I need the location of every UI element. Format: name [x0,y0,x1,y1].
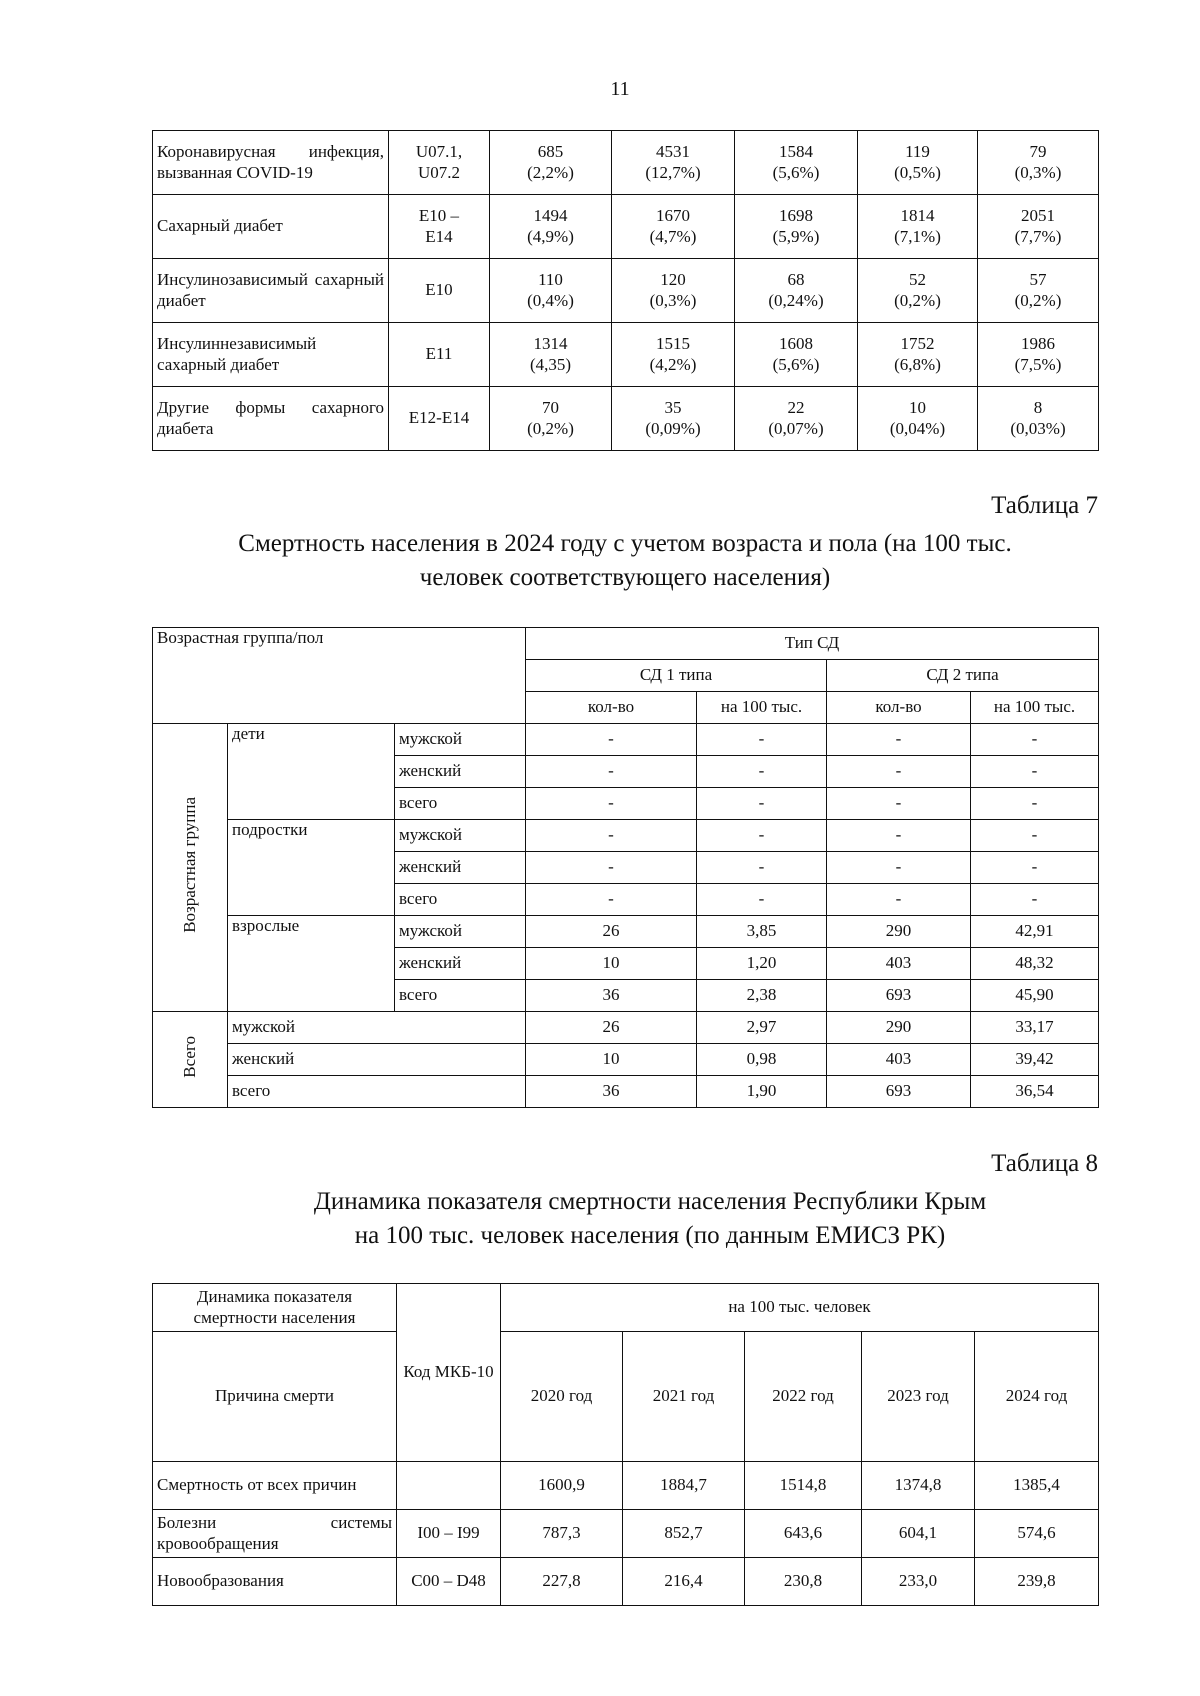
table-6-continuation [152,130,1099,451]
icd-code: C00 – D48 [397,1558,501,1606]
count-percent-cell [490,131,612,195]
table-7-label: Таблица 7 [991,492,1098,519]
value-cell: 0,98 [697,1044,827,1076]
table-row [153,131,1099,195]
cell-line: E11 [425,344,453,364]
cell-line: 1494 [533,206,568,226]
age-group-name: взрослые [228,916,395,1012]
cell-line: 8 [1033,398,1043,418]
value-cell: - [697,756,827,788]
cause-name: Болезни системы кровообращения [153,1510,397,1558]
cell-line: 2051 [1021,206,1055,226]
year-header: 2020 год [501,1332,623,1462]
value-cell: 403 [827,948,971,980]
cell-line: (0,24%) [768,290,824,310]
sd1-rate-header: на 100 тыс. [697,692,827,724]
value-cell: 216,4 [623,1558,745,1606]
value-cell: 2,38 [697,980,827,1012]
count-percent-cell [978,195,1099,259]
cell-line: (4,7%) [649,226,697,246]
value-cell: 39,42 [971,1044,1099,1076]
value-cell: - [827,852,971,884]
cause-name: Инсулинозависимый сахарный диабет [153,259,389,323]
value-cell: 45,90 [971,980,1099,1012]
count-percent-cell [490,195,612,259]
icd-code [397,1462,501,1510]
value-cell: - [827,724,971,756]
sex-label: всего [395,980,526,1012]
age-group-name: дети [228,724,395,820]
cell-line: (0,04%) [889,418,946,438]
count-percent-cell [978,387,1099,451]
per-100k-header: на 100 тыс. человек [501,1284,1099,1332]
value-cell: 1600,9 [501,1462,623,1510]
count-percent-cell [978,131,1099,195]
count-percent-cell [858,195,978,259]
sex-label: мужской [228,1012,526,1044]
cell-line: 4531 [656,142,690,162]
count-percent-cell [978,259,1099,323]
cell-line: (7,7%) [1014,226,1062,246]
sex-label: мужской [395,916,526,948]
year-header: 2022 год [745,1332,862,1462]
value-cell: 1514,8 [745,1462,862,1510]
table-row [153,916,1099,948]
cell-line: (0,09%) [645,418,701,438]
value-cell: 227,8 [501,1558,623,1606]
cell-line: (0,5%) [894,162,941,182]
table-row [153,259,1099,323]
sex-label: женский [395,948,526,980]
value-cell: 693 [827,980,971,1012]
cell-line: E14 [425,226,453,246]
count-percent-cell [735,259,858,323]
table-8-label: Таблица 8 [991,1150,1098,1177]
value-cell: 604,1 [862,1510,975,1558]
cell-line: (5,6%) [772,162,820,182]
cell-line: (12,7%) [645,162,701,182]
icd-code [389,259,490,323]
count-percent-cell [858,259,978,323]
value-cell: - [526,788,697,820]
cell-line: (5,9%) [772,226,820,246]
value-cell: - [526,884,697,916]
value-cell: - [526,820,697,852]
cause-name: Новообразования [153,1558,397,1606]
cell-line: (0,2%) [527,418,574,438]
value-cell: - [827,820,971,852]
cell-line: 79 [1029,142,1047,162]
sd2-count-header: кол-во [827,692,971,724]
value-cell: 1,90 [697,1076,827,1108]
cell-line: (5,6%) [772,354,820,374]
age-sex-header: Возрастная группа/пол [153,628,526,724]
value-cell: 233,0 [862,1558,975,1606]
icd-code: I00 – I99 [397,1510,501,1558]
value-cell: 36 [526,1076,697,1108]
cell-line: (7,1%) [894,226,941,246]
value-cell: - [526,756,697,788]
value-cell: 643,6 [745,1510,862,1558]
cell-line: E12-E14 [408,408,470,428]
value-cell: 10 [526,1044,697,1076]
cell-line: (7,5%) [1014,354,1062,374]
table-row [153,195,1099,259]
cell-line: E10 – [418,206,460,226]
count-percent-cell [612,131,735,195]
count-percent-cell [735,131,858,195]
value-cell: 3,85 [697,916,827,948]
value-cell: - [526,724,697,756]
value-cell: - [697,788,827,820]
icd-code [389,195,490,259]
count-percent-cell [612,195,735,259]
table-row [153,1012,1099,1044]
table-8-title: Динамика показателя смертности населения Республики Крым на 100 тыс. человек населения (по данным ЕМИСЗ РК) [313,1188,987,1249]
count-percent-cell [858,131,978,195]
cell-line: 1752 [900,334,935,354]
sd1-header: СД 1 типа [526,660,827,692]
cell-line: 68 [787,270,805,290]
table-row [153,1076,1099,1108]
cell-line: 119 [905,142,930,162]
value-cell: 574,6 [975,1510,1099,1558]
cell-line: (0,07%) [768,418,824,438]
age-group-vertical-label [153,724,228,1012]
count-percent-cell [858,387,978,451]
cause-name: Сахарный диабет [153,195,389,259]
count-percent-cell [978,323,1099,387]
cell-line: (0,03%) [1010,418,1066,438]
table-row [153,323,1099,387]
count-percent-cell [490,387,612,451]
cell-line: 70 [542,398,559,418]
value-cell: - [971,724,1099,756]
value-cell: 33,17 [971,1012,1099,1044]
value-cell: 290 [827,916,971,948]
value-cell: - [971,756,1099,788]
icd-code [389,387,490,451]
value-cell: 26 [526,1012,697,1044]
value-cell: 787,3 [501,1510,623,1558]
sd2-rate-header: на 100 тыс. [971,692,1099,724]
sex-label: женский [395,756,526,788]
sex-label: мужской [395,820,526,852]
icd-code [389,131,490,195]
value-cell: 36 [526,980,697,1012]
count-percent-cell [735,387,858,451]
cell-line: 1314 [533,334,568,354]
dynamics-header: Динамика показателя смертности населения [153,1284,397,1332]
sex-label: женский [395,852,526,884]
value-cell: - [697,820,827,852]
cell-line: 52 [909,270,926,290]
cause-of-death-header: Причина смерти [153,1332,397,1462]
count-percent-cell [490,323,612,387]
value-cell: - [697,724,827,756]
age-group-vertical-text: Возрастная группа [179,796,199,933]
table-row [153,1462,1099,1510]
value-cell: 693 [827,1076,971,1108]
table-row [153,1510,1099,1558]
value-cell: 290 [827,1012,971,1044]
cause-name: Инсулиннезависимый сахарный диабет [153,323,389,387]
count-percent-cell [612,259,735,323]
table-row [153,724,1099,756]
value-cell: - [827,756,971,788]
cell-line: 57 [1029,270,1047,290]
table-row [153,1044,1099,1076]
icd-code [389,323,490,387]
diabetes-type-header: Тип СД [526,628,1099,660]
total-vertical-label [153,1012,228,1108]
sex-label: мужской [395,724,526,756]
sd2-header: СД 2 типа [827,660,1099,692]
value-cell: - [971,788,1099,820]
value-cell: 239,8 [975,1558,1099,1606]
table-7-title: Смертность населения в 2024 году с учетом возраста и пола (на 100 тыс. человек соответствующего населения) [238,530,1012,591]
value-cell: - [526,852,697,884]
age-group-name: подростки [228,820,395,916]
sex-label: всего [395,788,526,820]
cell-line: 1814 [900,206,935,226]
cell-line: 35 [664,398,682,418]
value-cell: 852,7 [623,1510,745,1558]
value-cell: 10 [526,948,697,980]
cell-line: 120 [660,270,686,290]
cell-line: 685 [537,142,564,162]
value-cell: 230,8 [745,1558,862,1606]
cell-line: U07.1, [415,142,463,162]
value-cell: - [827,788,971,820]
value-cell: - [697,852,827,884]
value-cell: 1374,8 [862,1462,975,1510]
sd1-count-header: кол-во [526,692,697,724]
page-number: 11 [610,78,630,100]
sex-label: всего [395,884,526,916]
value-cell: 1385,4 [975,1462,1099,1510]
cell-line: (0,2%) [894,290,941,310]
total-vertical-text: Всего [179,1035,199,1078]
icd-code-header: Код МКБ-10 [397,1284,501,1462]
value-cell: - [971,852,1099,884]
cell-line: U07.2 [417,162,461,182]
value-cell: 2,97 [697,1012,827,1044]
cell-line: (0,3%) [1014,162,1062,182]
year-header: 2023 год [862,1332,975,1462]
table-8 [152,1283,1099,1606]
value-cell: 48,32 [971,948,1099,980]
count-percent-cell [858,323,978,387]
table-row [153,387,1099,451]
cell-line: (4,2%) [649,354,697,374]
cell-line: 1584 [779,142,813,162]
cell-line: 1515 [656,334,690,354]
value-cell: 1,20 [697,948,827,980]
cell-line: (2,2%) [527,162,574,182]
sex-label: всего [228,1076,526,1108]
value-cell: - [971,820,1099,852]
table-7 [152,627,1099,1108]
cause-name: Другие формы сахарного диабета [153,387,389,451]
cell-line: 1698 [779,206,813,226]
cause-name: Коронавирусная инфекция, вызванная COVID-19 [153,131,389,195]
count-percent-cell [612,323,735,387]
cell-line: 22 [787,398,805,418]
count-percent-cell [735,323,858,387]
value-cell: - [697,884,827,916]
cell-line: E10 [425,280,453,300]
cell-line: (0,2%) [1014,290,1062,310]
cell-line: 10 [909,398,926,418]
value-cell: - [827,884,971,916]
cause-name: Смертность от всех причин [153,1462,397,1510]
value-cell: 42,91 [971,916,1099,948]
cell-line: (0,4%) [527,290,574,310]
count-percent-cell [612,387,735,451]
cell-line: (4,9%) [527,226,574,246]
cell-line: (6,8%) [894,354,941,374]
sex-label: женский [228,1044,526,1076]
year-header: 2024 год [975,1332,1099,1462]
count-percent-cell [490,259,612,323]
value-cell: 1884,7 [623,1462,745,1510]
table-row [153,1558,1099,1606]
cell-line: 110 [538,270,563,290]
value-cell: - [971,884,1099,916]
value-cell: 36,54 [971,1076,1099,1108]
cell-line: 1608 [779,334,813,354]
cell-line: 1986 [1021,334,1055,354]
value-cell: 26 [526,916,697,948]
cell-line: (0,3%) [649,290,697,310]
year-header: 2021 год [623,1332,745,1462]
cell-line: 1670 [656,206,690,226]
value-cell: 403 [827,1044,971,1076]
cell-line: (4,35) [529,354,572,374]
count-percent-cell [735,195,858,259]
table-row [153,820,1099,852]
